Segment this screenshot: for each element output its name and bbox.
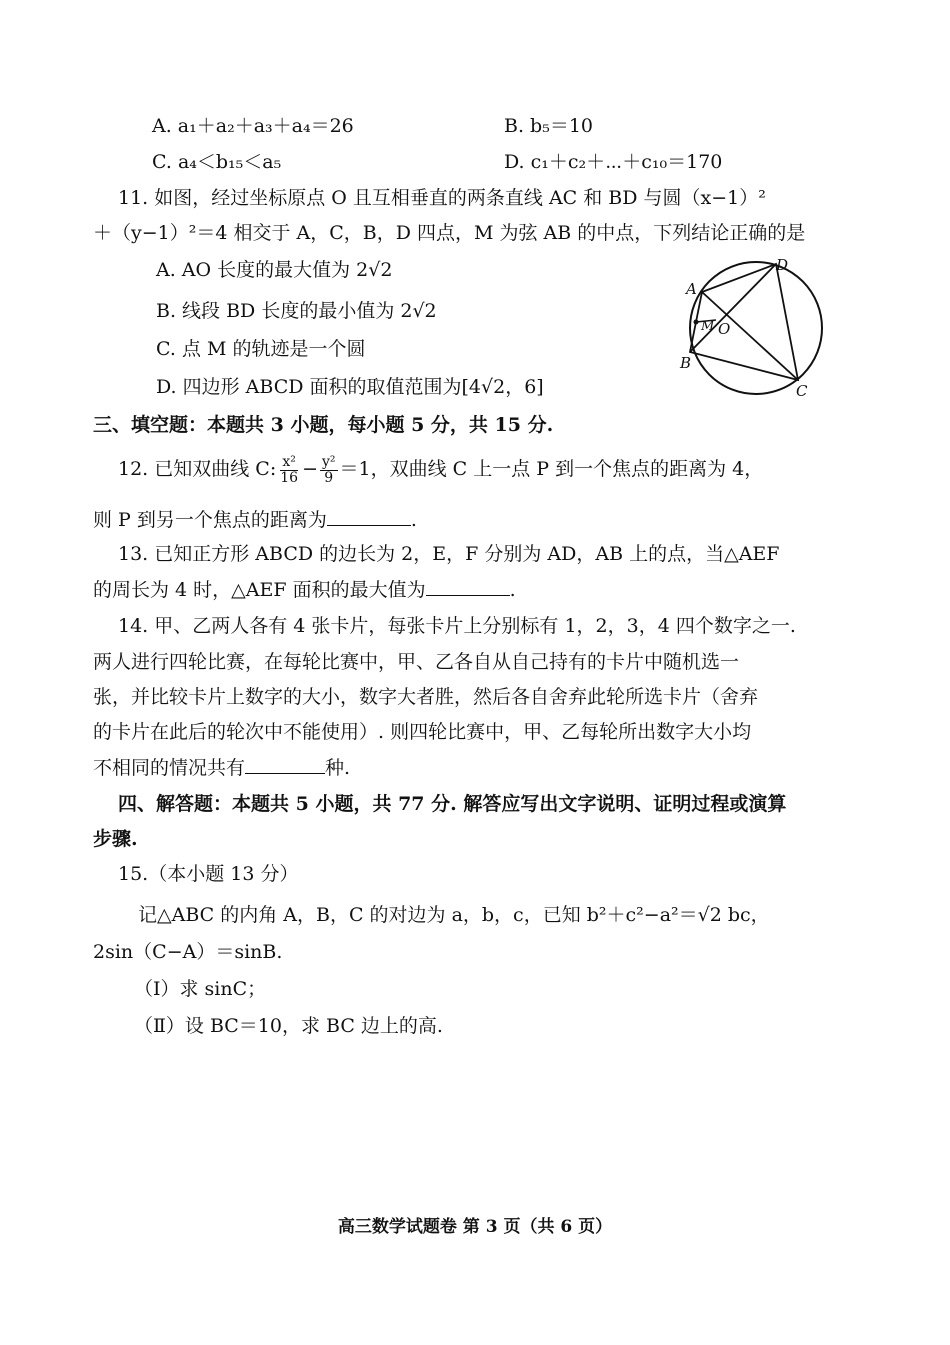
q14-line5-text: 不相同的情况共有: [93, 757, 246, 779]
section4-title-line1: 四、解答题：本题共 5 小题，共 77 分. 解答应写出文字说明、证明过程或演算: [118, 793, 787, 815]
label-m: M: [701, 319, 715, 334]
q13-end: .: [509, 579, 516, 601]
label-d: D: [776, 256, 789, 274]
q11-stem-line1: 11. 如图，经过坐标原点 O 且互相垂直的两条直线 AC 和 BD 与圆（x−1）²: [118, 187, 766, 209]
label-b: B: [680, 354, 692, 372]
q15-part1: （Ⅰ）求 sinC；: [134, 978, 267, 1000]
q11-option-a: A. AO 长度的最大值为 2√2: [156, 259, 393, 281]
section4-title-line2: 步骤.: [93, 828, 138, 850]
page-footer: 高三数学试题卷 第 3 页（共 6 页）: [337, 1217, 613, 1237]
q10-option-d: D. c₁＋c₂＋⋯＋c₁₀＝170: [504, 151, 723, 173]
q11-option-c: C. 点 M 的轨迹是一个圆: [156, 338, 366, 360]
point-m: [694, 320, 699, 325]
q15-line1: 记△ABC 的内角 A，B，C 的对边为 a，b，c，已知 b²＋c²−a²＝√2 bc，: [138, 904, 770, 926]
q12-answer-blank[interactable]: [327, 507, 411, 526]
q12-line2: [93, 507, 417, 532]
q12-frac1-den: 16: [280, 469, 299, 486]
q10-option-c: C. a₄＜b₁₅＜a₅: [152, 151, 282, 173]
q12-line2-text: 则 P 到另一个焦点的距离为: [93, 509, 327, 531]
q12-frac2-den: 9: [324, 469, 334, 486]
q15-line2: 2sin（C−A）＝sinB.: [93, 941, 283, 963]
q14-answer-blank[interactable]: [245, 755, 325, 774]
label-c: C: [796, 382, 808, 400]
q10-option-b: B. b₅＝10: [504, 115, 593, 137]
q15-header: 15.（本小题 13 分）: [118, 863, 299, 885]
label-o: O: [718, 320, 731, 338]
q11-option-d: D. 四边形 ABCD 面积的取值范围为[4√2，6]: [156, 376, 544, 398]
q11-stem-line2: ＋（y−1）²＝4 相交于 A，C，B，D 四点，M 为弦 AB 的中点，下列结论正确的是: [93, 222, 806, 244]
q14-end: 种.: [325, 757, 351, 779]
q12-prefix: 12. 已知双曲线 C:: [118, 458, 277, 480]
q12-frac2-num: y²: [322, 453, 336, 470]
q13-line2: [93, 577, 516, 602]
q15-part2: （Ⅱ）设 BC＝10，求 BC 边上的高.: [134, 1015, 443, 1037]
q12-line1: [118, 452, 763, 486]
q14-line1: 14. 甲、乙两人各有 4 张卡片，每张卡片上分别标有 1，2，3，4 四个数字之一.: [118, 615, 796, 637]
q12-minus: −: [302, 458, 318, 480]
circle-quadrilateral-figure: [672, 256, 832, 406]
label-a: A: [686, 280, 697, 298]
q12-fraction-x: [278, 455, 300, 486]
q10-option-a: A. a₁＋a₂＋a₃＋a₄＝26: [152, 115, 354, 137]
q12-fraction-y: [320, 455, 338, 486]
q14-line2: 两人进行四轮比赛，在每轮比赛中，甲、乙各自从自己持有的卡片中随机选一: [93, 651, 740, 673]
q13-line2-text: 的周长为 4 时，△AEF 面积的最大值为: [93, 579, 426, 601]
line-bd: [690, 264, 776, 352]
q14-line3: 张，并比较卡片上数字的大小，数字大者胜，然后各自舍弃此轮所选卡片（舍弃: [93, 686, 759, 708]
q13-answer-blank[interactable]: [426, 577, 510, 596]
q13-line1: 13. 已知正方形 ABCD 的边长为 2，E，F 分别为 AD，AB 上的点，当△AEF: [118, 543, 780, 565]
q14-line5: [93, 755, 350, 780]
section3-title: 三、填空题：本题共 3 小题，每小题 5 分，共 15 分.: [93, 414, 554, 436]
q12-end: .: [410, 509, 417, 531]
q14-line4: 的卡片在此后的轮次中不能使用）. 则四轮比赛中，甲、乙每轮所出数字大小均: [93, 721, 752, 743]
q12-suffix: ＝1，双曲线 C 上一点 P 到一个焦点的距离为 4，: [339, 458, 764, 480]
q11-option-b: B. 线段 BD 长度的最小值为 2√2: [156, 300, 437, 322]
q12-frac1-num: x²: [282, 453, 296, 470]
